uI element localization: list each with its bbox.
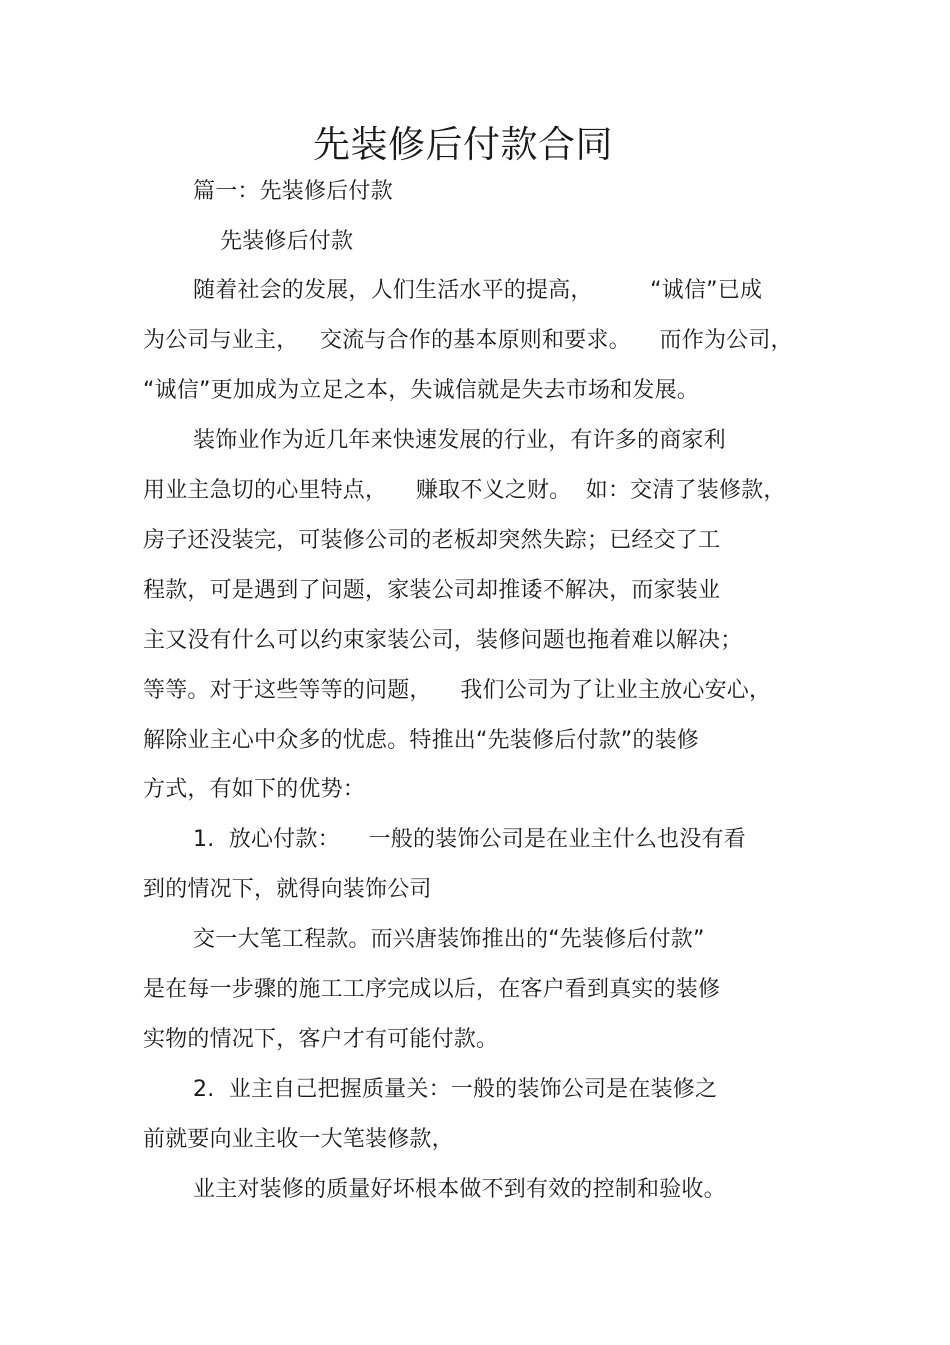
paragraph-line: 到的情况下，就得向装饰公司 [143, 877, 432, 902]
paragraph-line: 用业主急切的心里特点， 赚取不义之财。 如：交清了装修款， [143, 478, 786, 503]
subheading: 先装修后付款 [220, 229, 354, 254]
list-item: 2. 业主自己把握质量关：一般的装饰公司是在装修之 [193, 1077, 718, 1102]
paragraph-line: 解除业主心中众多的忧虑。特推出“先装修后付款”的装修 [143, 728, 699, 753]
paragraph-line: 交一大笔工程款。而兴唐装饰推出的“先装修后付款” [193, 927, 705, 952]
paragraph-line: “诚信”更加成为立足之本，失诚信就是失去市场和发展。 [143, 378, 699, 403]
paragraph-line: 前就要向业主收一大笔装修款， [143, 1127, 454, 1152]
paragraph-line: 随着社会的发展，人们生活水平的提高， “诚信”已成 [193, 278, 763, 303]
paragraph-line: 装饰业作为近几年来快速发展的行业，有许多的商家利 [193, 428, 726, 453]
paragraph-line: 方式，有如下的优势： [143, 777, 366, 802]
paragraph-line: 实物的情况下，客户才有可能付款。 [143, 1027, 499, 1052]
paragraph-line: 是在每一步骤的施工工序完成以后，在客户看到真实的装修 [143, 977, 721, 1002]
document-title: 先装修后付款合同 [313, 123, 613, 166]
paragraph-line: 房子还没装完，可装修公司的老板却突然失踪；已经交了工 [143, 528, 721, 553]
paragraph-line: 业主对装修的质量好坏根本做不到有效的控制和验收。 [193, 1177, 726, 1202]
paragraph-line: 程款，可是遇到了问题，家装公司却推诿不解决，而家装业 [143, 578, 721, 603]
section-heading: 篇一：先装修后付款 [193, 179, 393, 204]
list-item: 1. 放心付款： 一般的装饰公司是在业主什么也没有看 [193, 827, 746, 852]
paragraph-line: 等等。对于这些等等的问题， 我们公司为了让业主放心安心， [143, 678, 772, 703]
paragraph-line: 主又没有什么可以约束家装公司，装修问题也拖着难以解决； [143, 628, 743, 653]
paragraph-line: 为公司与业主， 交流与合作的基本原则和要求。 而作为公司， [143, 328, 793, 353]
